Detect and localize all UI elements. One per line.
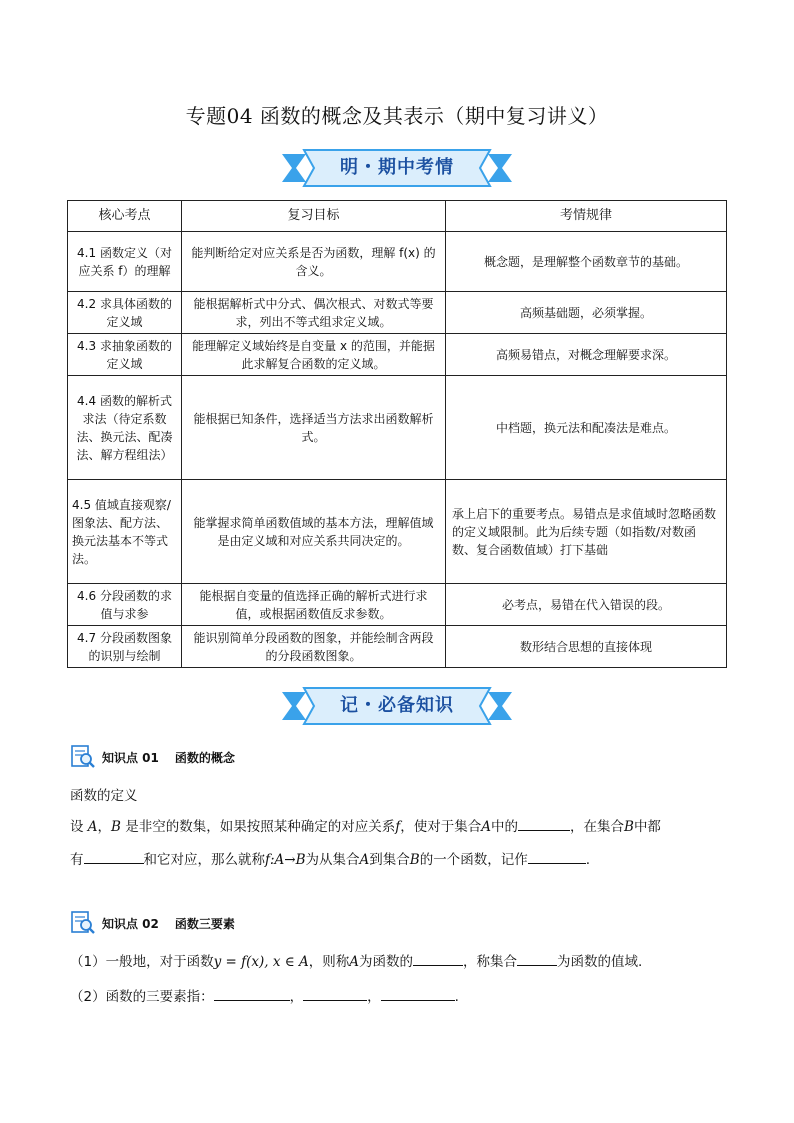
fill-blank[interactable] [84, 849, 144, 864]
row-goal: 能识别简单分段函数的图象，并能绘制含两段的分段函数图象。 [182, 626, 446, 668]
text: ， [367, 989, 381, 1005]
text: 有 [70, 852, 84, 868]
text: ，则称 [308, 954, 350, 970]
table-row [68, 334, 727, 376]
fill-blank[interactable] [518, 816, 570, 831]
row-topic: 4.1 函数定义（对应关系 f）的理解 [68, 232, 182, 292]
table-row [68, 480, 727, 584]
banner-title: 明・期中考情 [340, 157, 454, 178]
section-banner-knowledge [282, 686, 512, 726]
fill-blank[interactable] [517, 951, 557, 966]
text: 是非空的数集，如果按照某种确定的对应关系 [120, 819, 396, 835]
three-elements-line-2 [70, 985, 459, 1005]
row-goal: 能根据自变量的值选择正确的解析式进行求值，或根据函数值反求参数。 [182, 584, 446, 626]
math-var: f [395, 819, 401, 835]
page-title: 专题04 函数的概念及其表示（期中复习讲义） [185, 104, 609, 128]
table-row [68, 232, 727, 292]
text: ， [97, 819, 112, 835]
math-map: f:A→B [265, 852, 306, 868]
text: （2）函数的三要素指： [70, 989, 214, 1005]
text: 为函数的值域. [557, 954, 643, 970]
text: . [454, 989, 459, 1005]
exam-overview-table [67, 200, 727, 668]
knowledge-point-01-heading [70, 744, 235, 770]
row-topic: 4.2 求具体函数的定义域 [68, 292, 182, 334]
knowledge-point-name: 函数三要素 [174, 916, 235, 931]
knowledge-point-label: 知识点 01 [102, 750, 159, 765]
row-law: 数形结合思想的直接体现 [446, 626, 727, 668]
fill-blank[interactable] [381, 986, 455, 1001]
row-topic: 4.3 求抽象函数的定义域 [68, 334, 182, 376]
text: 设 [70, 819, 88, 835]
text: （1）一般地，对于函数 [70, 954, 214, 970]
row-topic: 4.4 函数的解析式求法（待定系数法、换元法、配凑法、解方程组法） [68, 376, 182, 480]
row-law: 承上启下的重要考点。易错点是求值域时忽略函数的定义域限制。此为后续专题（如指数/对数函数、复合函数值域）打下基础 [446, 480, 727, 584]
knowledge-point-02-heading [70, 910, 235, 936]
row-goal: 能理解定义域始终是自变量 x 的范围，并能据此求解复合函数的定义域。 [182, 334, 446, 376]
magnifier-book-icon [70, 910, 96, 936]
row-topic: 4.5 值域直接观察/图象法、配方法、换元法基本不等式法。 [68, 480, 182, 584]
magnifier-book-icon [70, 744, 96, 770]
row-goal: 能判断给定对应关系是否为函数，理解 f(x) 的含义。 [182, 232, 446, 292]
math-var: A [359, 852, 370, 868]
text: 和它对应，那么就称 [143, 852, 265, 868]
header-law: 考情规律 [446, 201, 727, 232]
text: ， [289, 989, 304, 1005]
math-var: B [624, 819, 634, 835]
definition-line-2 [70, 848, 590, 868]
fill-blank[interactable] [528, 849, 586, 864]
section-banner-exam [282, 148, 512, 188]
table-row [68, 626, 727, 668]
row-topic: 4.7 分段函数图象的识别与绘制 [68, 626, 182, 668]
banner-title: 记・必备知识 [340, 695, 454, 716]
row-law: 高频基础题，必须掌握。 [446, 292, 727, 334]
math-var: A [87, 819, 98, 835]
text: ，称集合 [463, 954, 518, 970]
row-law: 概念题，是理解整个函数章节的基础。 [446, 232, 727, 292]
definition-line-1 [70, 815, 661, 835]
math-var: A [349, 954, 360, 970]
row-law: 高频易错点，对概念理解要求深。 [446, 334, 727, 376]
fill-blank[interactable] [214, 986, 290, 1001]
math-var: B [409, 852, 420, 868]
header-topic: 核心考点 [68, 201, 182, 232]
math-var: B [111, 819, 121, 835]
table-row [68, 376, 727, 480]
row-topic: 4.6 分段函数的求值与求参 [68, 584, 182, 626]
text: 到集合 [369, 852, 410, 868]
row-goal: 能掌握求简单函数值域的基本方法，理解值域是由定义域和对应关系共同决定的。 [182, 480, 446, 584]
text: 为函数的 [359, 954, 414, 970]
definition-heading: 函数的定义 [70, 788, 138, 804]
row-goal: 能根据解析式中分式、偶次根式、对数式等要求，列出不等式组求定义域。 [182, 292, 446, 334]
math-var: A [481, 819, 492, 835]
text: . [585, 852, 590, 868]
knowledge-point-label: 知识点 02 [102, 916, 159, 931]
text: ，使对于集合 [400, 819, 482, 835]
three-elements-line-1 [70, 950, 642, 970]
text: 中都 [633, 819, 661, 835]
text: 中的 [491, 819, 519, 835]
math-expression: y = f(x), x ∈ A [213, 954, 309, 970]
fill-blank[interactable] [413, 951, 463, 966]
text: ，在集合 [570, 819, 625, 835]
text: 的一个函数，记作 [419, 852, 528, 868]
text: 为从集合 [305, 852, 360, 868]
table-row [68, 292, 727, 334]
table-header-row [68, 201, 727, 232]
header-goal: 复习目标 [182, 201, 446, 232]
row-law: 必考点，易错在代入错误的段。 [446, 584, 727, 626]
row-law: 中档题，换元法和配凑法是难点。 [446, 376, 727, 480]
row-goal: 能根据已知条件，选择适当方法求出函数解析式。 [182, 376, 446, 480]
knowledge-point-name: 函数的概念 [174, 750, 235, 765]
fill-blank[interactable] [303, 986, 367, 1001]
table-row [68, 584, 727, 626]
